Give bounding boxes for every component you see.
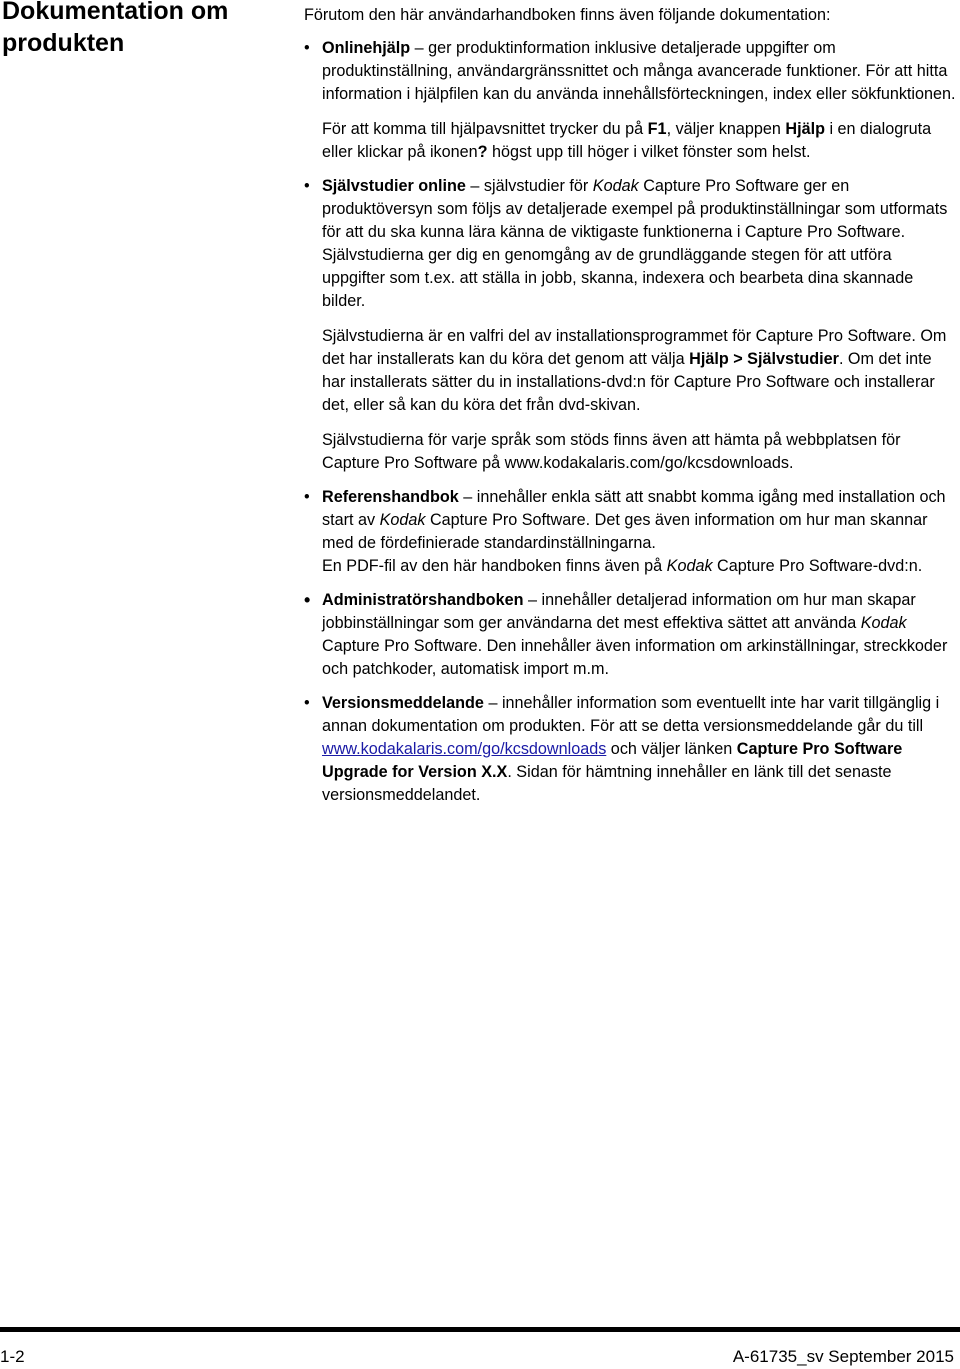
upgrade-link-name: Capture Pro Software Upgrade for Version X.X: [322, 740, 903, 781]
documentation-list: [304, 37, 956, 807]
list-item-onlinehelp: [304, 37, 956, 164]
release-text-2: och väljer länken: [606, 740, 737, 758]
tutorials-download: Självstudierna för varje språk som stöds finns även att hämta på webbplatsen för Capture Pro Software på www.kodakalaris.com/go/kcsdownloads.: [322, 431, 901, 472]
onlinehelp-term: Onlinehjälp: [322, 39, 411, 57]
release-term: Versionsmeddelande: [322, 694, 484, 712]
list-item-reference: [304, 486, 956, 578]
tutorials-description: [322, 175, 956, 313]
brand-name: Kodak: [592, 177, 639, 195]
page-number: 1-2: [0, 1347, 25, 1366]
admin-text: – innehåller detaljerad information om hur man skapar jobbinställningar som ger användarna det mest effektiva sättet att använda: [322, 591, 916, 632]
reference-term: Referenshandbok: [322, 488, 459, 506]
reference-text: – innehåller enkla sätt att snabbt komma igång med installation och start av: [322, 488, 946, 529]
f1-key: F1: [647, 120, 667, 138]
tutorials-install: [322, 325, 956, 417]
admin-description: [322, 589, 956, 681]
tutorials-term: Självstudier online: [322, 177, 466, 195]
brand-name: Kodak: [379, 511, 426, 529]
intro-text: Förutom den här användarhandboken finns även följande dokumentation:: [304, 6, 831, 24]
list-item-release: [304, 692, 956, 807]
onlinehelp-access-text-2: , väljer knappen: [666, 120, 786, 138]
footer-divider: [0, 1327, 960, 1332]
onlinehelp-description: [322, 37, 956, 106]
tutorials-menu-path: Hjälp > Självstudier: [689, 350, 839, 368]
reference-description: [322, 486, 956, 578]
admin-text-2: Capture Pro Software. Den innehåller även information om arkinställningar, streckkoder och patchkoder, automatisk import m.m.: [322, 637, 948, 678]
main-content: [304, 4, 956, 818]
section-title: Dokumentation om produkten: [2, 0, 229, 57]
reference-text-2: Capture Pro Software. Det ges även information om hur man skannar med de fördefinierade standardinställningarna.: [322, 511, 928, 552]
release-text: – innehåller information som eventuellt inte har varit tillgänglig i annan dokumentation om produkten. För att se detta versionsmeddelande går du till: [322, 694, 940, 735]
tutorials-install-text: Självstudierna är en valfri del av installationsprogrammet för Capture Pro Software. Om det har installerats kan du köra det genom att välja: [322, 327, 947, 368]
onlinehelp-text: – ger produktinformation inklusive detaljerade uppgifter om produktinställning, användargränssnittet och många avancerade funktioner. För att hitta information i hjälpfilen kan du använda innehållsförteckningen, index eller sökfunktionen.: [322, 39, 956, 103]
list-item-tutorials: [304, 175, 956, 475]
release-text-3: . Sidan för hämtning innehåller en länk till det senaste versionsmeddelandet.: [322, 763, 892, 804]
brand-name: Kodak: [666, 557, 713, 575]
brand-name: Kodak: [860, 614, 907, 632]
help-button-label: Hjälp: [785, 120, 825, 138]
onlinehelp-access-text: För att komma till hjälpavsnittet trycker du på: [322, 120, 648, 138]
onlinehelp-access-text-4: högst upp till höger i vilket fönster som helst.: [487, 143, 811, 161]
downloads-link[interactable]: www.kodakalaris.com/go/kcsdownloads: [322, 740, 607, 758]
tutorials-install-text-2: . Om det inte har installerats sätter du in installations-dvd:n för Capture Pro Software och installerar det, eller så kan du köra det från dvd-skivan.: [322, 350, 935, 414]
admin-term: Administratörshandboken: [322, 591, 524, 609]
onlinehelp-access: [322, 118, 956, 164]
reference-text-3: En PDF-fil av den här handboken finns även på: [322, 557, 667, 575]
reference-text-4: Capture Pro Software-dvd:n.: [712, 557, 923, 575]
list-item-admin: [304, 589, 956, 681]
onlinehelp-access-text-3: i en dialogruta eller klickar på ikonen: [322, 120, 932, 161]
tutorials-text-2: Capture Pro Software ger en produktöversyn som följs av detaljerade exempel på produktinställningar som utformats för att du ska kunna lära känna de viktigaste funktionerna i Capture Pro Software. Självstudierna ger dig en genomgång av de grundläggande stegen för att utföra uppgifter som t.ex. att ställa in jobb, skanna, indexera och bearbeta dina skannade bilder.: [322, 177, 948, 310]
question-mark-icon: ?: [477, 143, 488, 161]
tutorials-text: – självstudier för: [465, 177, 593, 195]
release-description: [322, 692, 956, 807]
document-info: A-61735_sv September 2015: [732, 1347, 954, 1366]
